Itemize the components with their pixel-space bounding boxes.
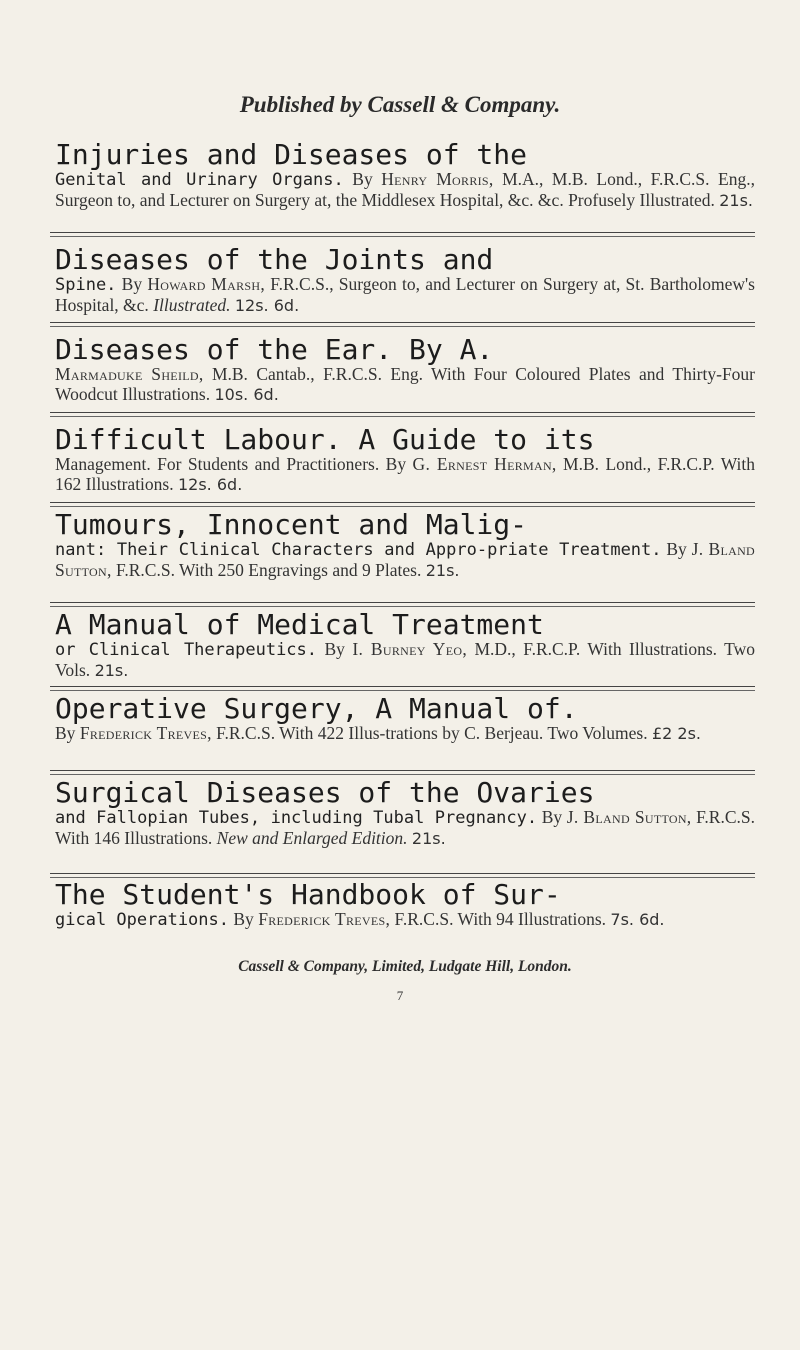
- author-name: Frederick Treves,: [79, 723, 212, 743]
- author-name: I. Burney Yeo,: [352, 639, 468, 659]
- book-entry-1: [55, 140, 755, 210]
- book-title: Injuries and Diseases of the: [55, 138, 528, 171]
- divider: [50, 322, 755, 323]
- book-description: Genital and Urinary Organs. By Henry Morris, M.A., M.B. Lond., F.R.C.S. Eng., Surgeon to, and Lecturer on Surgery at, the Middlesex Hospital, &c. &c. Profusely Illustrated. 21s.: [55, 169, 755, 210]
- price: 10s. 6d.: [214, 384, 279, 404]
- book-entry-7: [55, 694, 755, 744]
- book-title: Difficult Labour. A Guide to its: [55, 423, 595, 456]
- price: 21s.: [94, 660, 129, 680]
- author-name: J. Bland Sutton,: [55, 539, 756, 580]
- book-entry-6: [55, 610, 755, 680]
- price: 21s.: [719, 190, 753, 210]
- divider: [50, 506, 755, 507]
- book-description: and Fallopian Tubes, including Tubal Pregnancy. By J. Bland Sutton, F.R.C.S. With 146 Illustrations. New and Enlarged Edition. 21s.: [55, 807, 755, 848]
- divider: [50, 236, 755, 237]
- book-entry-2: [55, 245, 755, 315]
- price: £2 2s.: [651, 724, 702, 743]
- author-name: Frederick Treves,: [258, 909, 391, 929]
- book-description: Management. For Students and Practitioners. By G. Ernest Herman, M.B. Lond., F.R.C.P. With 162 Illustrations. 12s. 6d.: [55, 454, 756, 494]
- price: 21s.: [425, 560, 460, 580]
- divider: [50, 602, 755, 603]
- divider: [50, 412, 755, 413]
- book-title: A Manual of Medical Treatment: [55, 608, 544, 641]
- publisher-footer: Cassell & Company, Limited, Ludgate Hill, London.: [238, 958, 572, 975]
- book-title: Diseases of the Joints and: [55, 243, 494, 276]
- divider: [50, 326, 755, 327]
- book-entry-8: [55, 778, 755, 848]
- book-entry-5: [55, 510, 755, 580]
- book-entry-4: [55, 425, 755, 494]
- book-description: Spine. By Howard Marsh, F.R.C.S., Surgeon to, and Lecturer on Surgery at, St. Bartholomew's Hospital, &c. Illustrated. 12s. 6d.: [55, 274, 755, 315]
- page-number: 7: [396, 988, 404, 1003]
- price: 12s. 6d.: [234, 295, 300, 315]
- divider: [50, 873, 755, 874]
- book-title: Surgical Diseases of the Ovaries: [55, 776, 595, 809]
- divider: [50, 606, 755, 607]
- author-name: Marmaduke Sheild,: [55, 364, 204, 384]
- divider: [50, 770, 755, 771]
- divider: [50, 502, 755, 503]
- author-name: Howard Marsh,: [147, 274, 266, 294]
- divider: [50, 232, 755, 233]
- book-description: Marmaduke Sheild, M.B. Cantab., F.R.C.S. Eng. With Four Coloured Plates and Thirty-Four Woodcut Illustrations. 10s. 6d.: [55, 364, 756, 404]
- book-entry-3: [55, 335, 755, 404]
- book-entry-9: [55, 880, 755, 931]
- book-title: Operative Surgery, A Manual of.: [55, 692, 578, 725]
- publisher-heading: Published by Cassell & Company.: [239, 92, 561, 117]
- book-description: By Frederick Treves, F.R.C.S. With 422 Illus-trations by C. Berjeau. Two Volumes. £2 2s.: [55, 723, 702, 743]
- author-name: G. Ernest Herman,: [412, 454, 557, 474]
- author-name: J. Bland Sutton,: [566, 807, 692, 827]
- divider: [50, 690, 755, 691]
- price: 21s.: [411, 828, 446, 848]
- book-description: or Clinical Therapeutics. By I. Burney Yeo, M.D., F.R.C.P. With Illustrations. Two Vols. 21s.: [55, 639, 756, 680]
- divider: [50, 416, 755, 417]
- author-name: Henry Morris,: [381, 169, 494, 189]
- book-description: gical Operations. By Frederick Treves, F.R.C.S. With 94 Illustrations. 7s. 6d.: [55, 909, 665, 930]
- book-title: Tumours, Innocent and Malig-: [55, 508, 528, 541]
- divider: [50, 686, 755, 687]
- book-description: nant: Their Clinical Characters and Appro-priate Treatment. By J. Bland Sutton, F.R.C.S. With 250 Engravings and 9 Plates. 21s.: [55, 539, 756, 580]
- divider: [50, 774, 755, 775]
- price: 7s. 6d.: [610, 910, 665, 929]
- book-title: The Student's Handbook of Sur-: [55, 878, 561, 911]
- book-title: Diseases of the Ear. By A.: [55, 333, 494, 366]
- price: 12s. 6d.: [177, 474, 243, 494]
